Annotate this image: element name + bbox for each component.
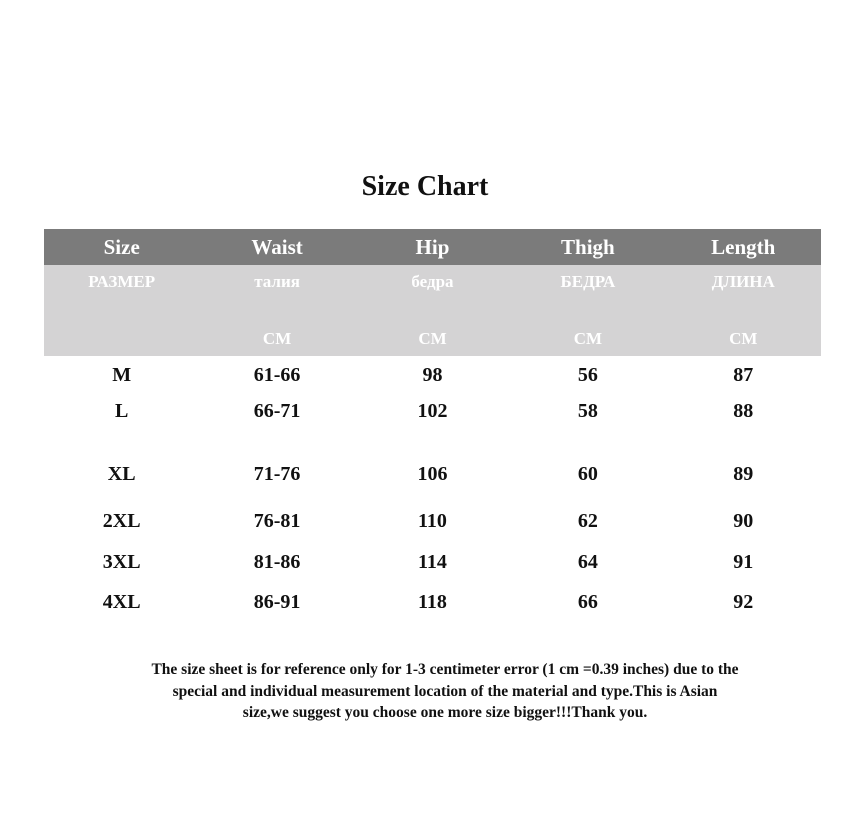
cell-size: M — [112, 364, 132, 386]
cell-length: 88 — [733, 400, 754, 422]
cell-length: 89 — [733, 463, 754, 485]
cell-waist: 76-81 — [253, 510, 301, 532]
cell-thigh: 64 — [577, 551, 598, 573]
table-row — [44, 363, 821, 387]
header-size: Size — [103, 235, 140, 259]
header-waist-ru: талия — [254, 272, 300, 291]
cell-thigh: 66 — [577, 591, 598, 613]
cell-waist: 66-71 — [253, 400, 301, 422]
cell-size: 4XL — [102, 591, 141, 613]
table-header-row — [44, 229, 821, 265]
cell-thigh: 58 — [577, 400, 598, 422]
note-line: special and individual measurement location of the material and type.This is Asian — [172, 682, 718, 700]
cell-length: 87 — [733, 364, 754, 386]
table-row — [44, 590, 821, 614]
cell-thigh: 56 — [577, 364, 598, 386]
unit-size — [44, 328, 199, 350]
header-hip-ru: бедра — [411, 272, 454, 291]
cell-length: 92 — [733, 591, 754, 613]
cell-hip: 110 — [418, 510, 447, 532]
header-thigh: Thigh — [561, 235, 615, 259]
page-title: Size Chart — [361, 171, 489, 202]
cell-waist: 86-91 — [253, 591, 301, 613]
size-disclaimer-note — [105, 659, 785, 724]
cell-hip: 102 — [417, 400, 448, 422]
cell-size: L — [115, 400, 129, 422]
cell-hip: 106 — [417, 463, 448, 485]
size-table — [44, 229, 821, 613]
subheader-units-row — [44, 328, 821, 350]
cell-waist: 61-66 — [253, 364, 301, 386]
cell-hip: 114 — [418, 551, 447, 573]
cell-hip: 118 — [418, 591, 447, 613]
subheader-russian-row — [44, 271, 821, 293]
unit-length: CM — [729, 329, 758, 348]
cell-thigh: 60 — [577, 463, 598, 485]
header-length-ru: ДЛИНА — [711, 272, 775, 291]
unit-hip: CM — [418, 329, 447, 348]
cell-length: 90 — [733, 510, 754, 532]
unit-thigh: CM — [573, 329, 603, 348]
table-row — [44, 399, 821, 423]
cell-size: XL — [107, 463, 136, 485]
note-line: size,we suggest you choose one more size bigger!!!Thank you. — [242, 704, 648, 721]
header-length: Length — [711, 235, 776, 259]
cell-waist: 81-86 — [253, 551, 301, 573]
header-size-ru: РАЗМЕР — [88, 272, 156, 291]
header-hip: Hip — [415, 235, 450, 259]
cell-size: 3XL — [102, 551, 141, 573]
table-subheader — [44, 265, 821, 356]
cell-length: 91 — [733, 551, 754, 573]
cell-size: 2XL — [102, 510, 141, 532]
header-waist: Waist — [251, 235, 303, 259]
table-row — [44, 509, 821, 533]
cell-thigh: 62 — [577, 510, 598, 532]
cell-waist: 71-76 — [253, 463, 301, 485]
header-thigh-ru: БЕДРА — [560, 272, 616, 291]
table-row — [44, 462, 821, 486]
table-row — [44, 550, 821, 574]
unit-waist: CM — [262, 329, 292, 348]
note-line: The size sheet is for reference only for 1-3 centimeter error (1 cm =0.39 inches) due to the — [151, 661, 739, 678]
cell-hip: 98 — [422, 364, 443, 386]
